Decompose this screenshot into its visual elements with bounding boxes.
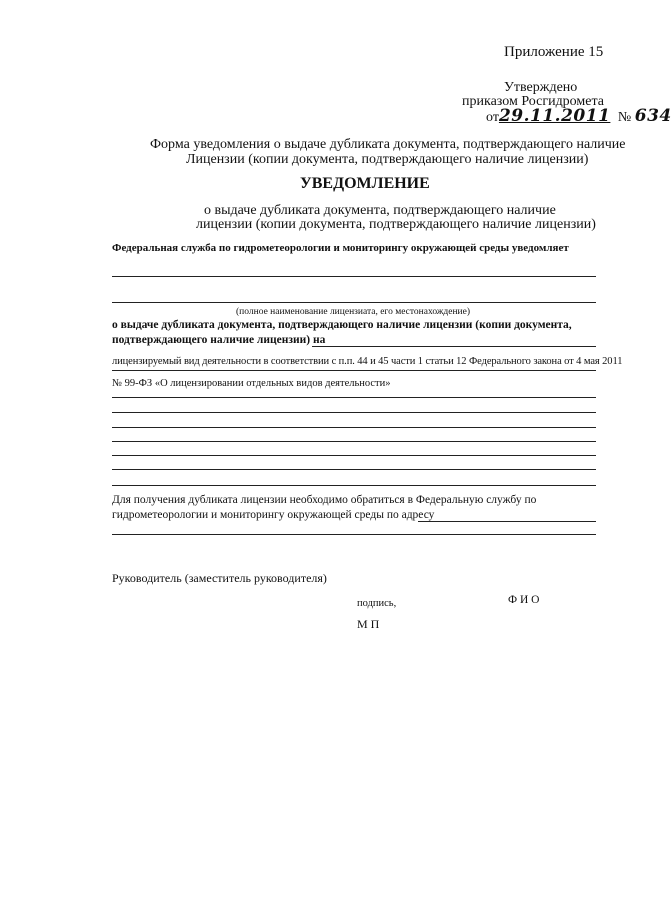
obtain-text-line1: Для получения дубликата лицензии необходимо обратиться в Федеральную службу по [112, 494, 537, 506]
page-title: УВЕДОМЛЕНИЕ [300, 175, 430, 192]
blank-line-4 [112, 441, 596, 442]
from-prefix: от [486, 110, 499, 125]
number-prefix: № [617, 110, 632, 125]
blank-line-1 [112, 397, 596, 398]
duplicate-text-line2: подтверждающего наличие лицензии) на [112, 334, 326, 346]
order-number-handwritten: 634 [634, 106, 672, 126]
order-date-row [486, 106, 672, 126]
appendix-label: Приложение 15 [504, 44, 604, 60]
blank-line-3 [112, 427, 596, 428]
blank-line-6 [112, 469, 596, 470]
law-text: № 99-ФЗ «О лицензировании отдельных видов деятельности» [112, 378, 391, 389]
address-blank-line-2 [112, 534, 596, 535]
licensee-blank-line-2 [112, 302, 596, 303]
form-title-line1: Форма уведомления о выдаче дубликата документа, подтверждающего наличие [150, 137, 626, 152]
duplicate-blank-line [312, 346, 596, 347]
subheading-line2: лицензии (копии документа, подтверждающего наличие лицензии) [196, 217, 596, 232]
order-label: приказом Росгидромета [462, 94, 604, 109]
sign-label: подпись, [357, 598, 397, 609]
activity-separator [112, 370, 596, 371]
blank-line-7 [112, 485, 596, 486]
licensee-blank-line-1 [112, 276, 596, 277]
address-blank-line [418, 521, 596, 522]
blank-line-2 [112, 412, 596, 413]
activity-text: лицензируемый вид деятельности в соответствии с п.п. 44 и 45 части 1 статьи 12 Федерального закона от 4 мая 2011 [112, 356, 623, 367]
fio-label: Ф И О [508, 594, 540, 606]
stamp-label: М П [357, 617, 380, 631]
head-signature-label: Руководитель (заместитель руководителя) [112, 571, 327, 585]
subheading-line1: о выдаче дубликата документа, подтверждающего наличие [204, 203, 556, 218]
licensee-caption: (полное наименование лицензиата, его местонахождение) [236, 307, 471, 317]
blank-line-5 [112, 455, 596, 456]
form-title-line2: Лицензии (копии документа, подтверждающего наличие лицензии) [186, 152, 589, 167]
order-date-handwritten: 29.11.2011 [498, 106, 611, 126]
service-notifies-text: Федеральная служба по гидрометеорологии и мониторингу окружающей среды уведомляет [112, 242, 569, 254]
duplicate-text-line1: о выдаче дубликата документа, подтверждающего наличие лицензии (копии документа, [112, 319, 572, 331]
obtain-text-line2: гидрометеорологии и мониторингу окружающей среды по адресу [112, 509, 435, 521]
approved-label: Утверждено [504, 80, 578, 95]
